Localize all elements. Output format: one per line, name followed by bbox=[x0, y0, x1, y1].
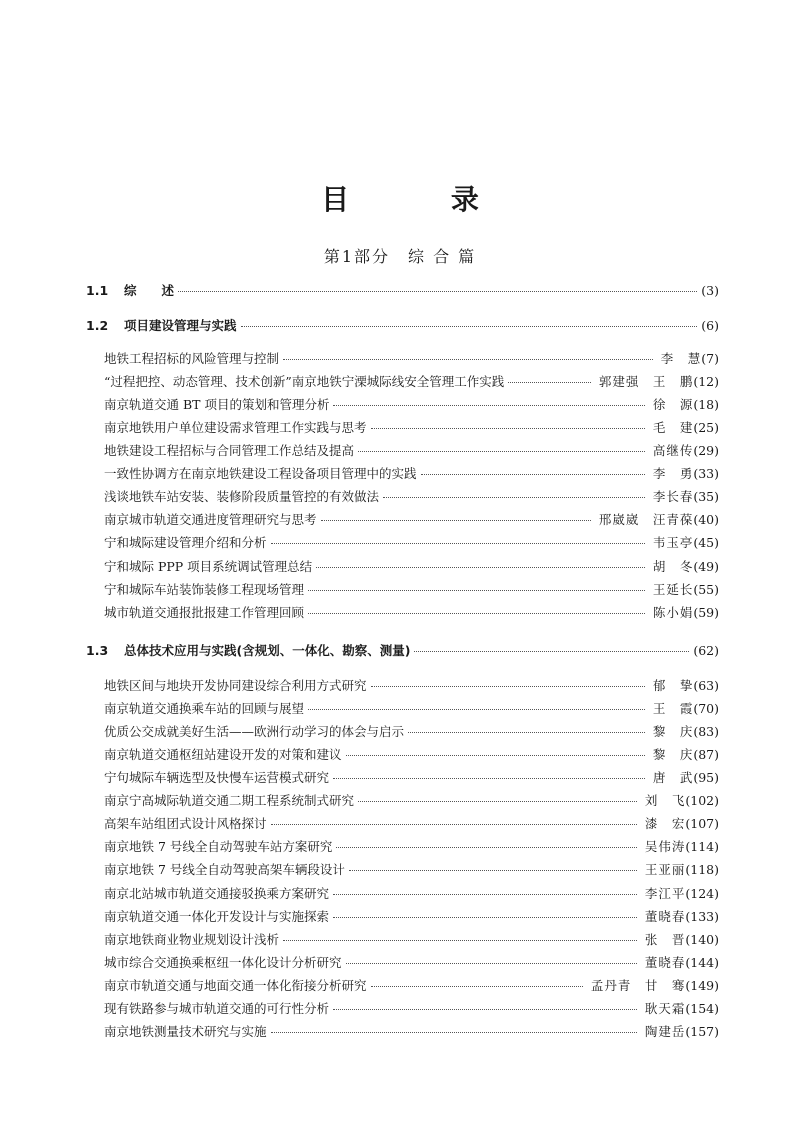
entry-page: (118) bbox=[685, 862, 719, 878]
entry-title: 南京轨道交通一体化开发设计与实施探索 bbox=[104, 908, 330, 924]
dot-leader bbox=[308, 708, 645, 710]
entry-page: (140) bbox=[685, 931, 719, 947]
entry-author: 孟丹青 甘 骞 bbox=[590, 977, 686, 993]
section-page: (6) bbox=[701, 318, 719, 333]
entry-title: 城市综合交通换乘枢纽一体化设计分析研究 bbox=[104, 954, 342, 970]
entry-page: (124) bbox=[685, 885, 719, 901]
entry-title: 浅谈地铁车站安装、装修阶段质量管控的有效做法 bbox=[104, 489, 380, 505]
entry-author: 徐 源 bbox=[652, 397, 694, 413]
entry-title: 南京城市轨道交通进度管理研究与思考 bbox=[104, 512, 317, 528]
entry-title: 宁和城际 PPP 项目系统调试管理总结 bbox=[104, 558, 313, 574]
entry-author: 邢崴崴 汪青葆 bbox=[598, 512, 694, 528]
entry-author: 董晓春 bbox=[644, 908, 686, 924]
dot-leader bbox=[346, 754, 645, 756]
toc-entry bbox=[104, 884, 719, 904]
dot-leader bbox=[333, 916, 637, 918]
entry-title: 宁句城际车辆选型及快慢车运营模式研究 bbox=[104, 770, 330, 786]
dot-leader bbox=[308, 589, 645, 591]
dot-leader bbox=[414, 650, 689, 652]
entry-author: 陶建岳 bbox=[644, 1023, 686, 1039]
entry-title: 现有铁路参与城市轨道交通的可行性分析 bbox=[104, 1000, 330, 1016]
toc-entry bbox=[104, 349, 719, 369]
entry-author: 陈小娟 bbox=[652, 604, 694, 620]
entry-author: 吴伟涛 bbox=[644, 839, 686, 855]
section-number: 1.2 bbox=[86, 318, 109, 333]
entry-title: 南京市轨道交通与地面交通一体化衔接分析研究 bbox=[104, 977, 367, 993]
dot-leader bbox=[371, 985, 583, 987]
entry-page: (107) bbox=[685, 816, 719, 832]
entry-author: 毛 建 bbox=[652, 420, 694, 436]
entry-page: (154) bbox=[685, 1000, 719, 1016]
entry-author: 郁 挚 bbox=[652, 678, 694, 693]
entry-page: (149) bbox=[685, 977, 719, 993]
toc-entry bbox=[104, 907, 719, 927]
toc-entry bbox=[104, 676, 719, 696]
entry-page: (55) bbox=[693, 581, 719, 597]
entry-title: 南京地铁测量技术研究与实施 bbox=[104, 1023, 267, 1039]
section-page: (3) bbox=[701, 283, 719, 298]
entry-page: (144) bbox=[685, 954, 719, 970]
dot-leader bbox=[371, 427, 645, 429]
entry-page: (49) bbox=[693, 558, 719, 574]
entry-author: 韦玉亭 bbox=[652, 535, 694, 551]
dot-leader bbox=[358, 800, 637, 802]
entry-title: 南京地铁 7 号线全自动驾驶高架车辆段设计 bbox=[104, 862, 345, 878]
entry-author: 张 晋 bbox=[644, 931, 686, 947]
toc-entry bbox=[104, 699, 719, 719]
entry-author: 高继传 bbox=[652, 443, 694, 459]
entry-page: (83) bbox=[693, 724, 719, 740]
entry-author: 王 霞 bbox=[652, 701, 694, 716]
toc-entry bbox=[104, 533, 719, 553]
section-title: 综 述 bbox=[124, 283, 175, 298]
entry-author: 黎 庆 bbox=[652, 747, 694, 763]
entry-title: 高架车站组团式设计风格探讨 bbox=[104, 816, 267, 832]
entry-title: 南京轨道交通 BT 项目的策划和管理分析 bbox=[104, 397, 330, 413]
dot-leader bbox=[178, 290, 697, 292]
entry-author: 董晓春 bbox=[644, 954, 686, 970]
dot-leader bbox=[271, 1031, 637, 1033]
dot-leader bbox=[271, 823, 637, 825]
page-title: 目 录 bbox=[321, 183, 525, 216]
entry-title: 南京轨道交通枢纽站建设开发的对策和建议 bbox=[104, 747, 342, 763]
entry-title: 南京地铁 7 号线全自动驾驶车站方案研究 bbox=[104, 839, 333, 855]
dot-leader bbox=[383, 496, 645, 498]
dot-leader bbox=[408, 731, 645, 733]
dot-leader bbox=[336, 846, 636, 848]
entry-author: 胡 冬 bbox=[652, 558, 694, 574]
toc-entry bbox=[104, 464, 719, 484]
entry-page: (33) bbox=[693, 466, 719, 482]
toc-entry bbox=[104, 441, 719, 461]
entry-author: 李 慧 bbox=[660, 351, 702, 366]
entry-author: 王延长 bbox=[652, 581, 694, 597]
entry-title: 宁和城际建设管理介绍和分析 bbox=[104, 535, 267, 551]
toc-entry bbox=[104, 791, 719, 811]
entry-title: 南京宁高城际轨道交通二期工程系统制式研究 bbox=[104, 793, 355, 809]
toc-entry bbox=[104, 976, 719, 996]
entry-page: (95) bbox=[693, 770, 719, 786]
entry-page: (40) bbox=[693, 512, 719, 528]
entry-page: (70) bbox=[693, 701, 719, 716]
toc-entry bbox=[104, 814, 719, 834]
dot-leader bbox=[349, 869, 637, 871]
toc-entry bbox=[104, 860, 719, 880]
dot-leader bbox=[333, 777, 645, 779]
dot-leader bbox=[283, 358, 653, 360]
entry-author: 郭建强 王 鹏 bbox=[598, 374, 694, 390]
dot-leader bbox=[421, 473, 645, 475]
dot-leader bbox=[333, 404, 644, 406]
toc-entry bbox=[104, 580, 719, 600]
entry-title: 地铁工程招标的风险管理与控制 bbox=[104, 351, 280, 366]
dot-leader bbox=[358, 450, 645, 452]
entry-author: 李江平 bbox=[644, 885, 686, 901]
entry-title: 一致性协调方在南京地铁建设工程设备项目管理中的实践 bbox=[104, 466, 417, 482]
entry-title: 城市轨道交通报批报建工作管理回顾 bbox=[104, 604, 305, 620]
toc-entry bbox=[104, 372, 719, 392]
section-number: 1.3 bbox=[86, 643, 109, 658]
toc-entry bbox=[104, 418, 719, 438]
entry-page: (35) bbox=[693, 489, 719, 505]
entry-page: (7) bbox=[701, 351, 719, 366]
toc-entry bbox=[104, 395, 719, 415]
entry-author: 李 勇 bbox=[652, 466, 694, 482]
entry-page: (29) bbox=[693, 443, 719, 459]
toc-entry bbox=[104, 953, 719, 973]
dot-leader bbox=[316, 566, 645, 568]
dot-leader bbox=[271, 542, 645, 544]
toc-entry bbox=[104, 745, 719, 765]
section-page: (62) bbox=[693, 643, 719, 658]
entry-title: 优质公交成就美好生活——欧洲行动学习的体会与启示 bbox=[104, 724, 405, 740]
entry-author: 唐 武 bbox=[652, 770, 694, 786]
dot-leader bbox=[308, 612, 645, 614]
toc-entry bbox=[104, 1022, 719, 1042]
entry-title: 地铁区间与地块开发协同建设综合利用方式研究 bbox=[104, 678, 367, 693]
toc-entry bbox=[104, 999, 719, 1019]
dot-leader bbox=[508, 381, 591, 383]
entry-title: 地铁建设工程招标与合同管理工作总结及提高 bbox=[104, 443, 355, 459]
section-row bbox=[86, 641, 719, 661]
entry-title: 南京地铁商业物业规划设计浅析 bbox=[104, 931, 280, 947]
dot-leader bbox=[333, 893, 637, 895]
entry-page: (102) bbox=[685, 793, 719, 809]
toc-entry bbox=[104, 487, 719, 507]
entry-page: (157) bbox=[685, 1023, 719, 1039]
section-title: 项目建设管理与实践 bbox=[124, 318, 237, 333]
entry-page: (59) bbox=[693, 604, 719, 620]
dot-leader bbox=[371, 685, 645, 687]
entry-title: 宁和城际车站装饰装修工程现场管理 bbox=[104, 581, 305, 597]
entry-page: (25) bbox=[693, 420, 719, 436]
entry-author: 王亚丽 bbox=[644, 862, 686, 878]
toc-entry bbox=[104, 722, 719, 742]
entry-page: (12) bbox=[693, 374, 719, 390]
dot-leader bbox=[321, 519, 591, 521]
entry-page: (18) bbox=[693, 397, 719, 413]
toc-entry bbox=[104, 837, 719, 857]
entry-author: 黎 庆 bbox=[652, 724, 694, 740]
dot-leader bbox=[333, 1008, 637, 1010]
dot-leader bbox=[241, 325, 698, 327]
entry-title: “过程把控、动态管理、技术创新”南京地铁宁溧城际线安全管理工作实践 bbox=[104, 374, 505, 390]
entry-page: (87) bbox=[693, 747, 719, 763]
section-row bbox=[86, 281, 719, 301]
entry-page: (45) bbox=[693, 535, 719, 551]
section-row bbox=[86, 316, 719, 336]
entry-page: (133) bbox=[685, 908, 719, 924]
entry-author: 漆 宏 bbox=[644, 816, 686, 832]
toc-entry bbox=[104, 768, 719, 788]
entry-title: 南京地铁用户单位建设需求管理工作实践与思考 bbox=[104, 420, 367, 436]
toc-entry bbox=[104, 603, 719, 623]
toc-entry bbox=[104, 510, 719, 530]
entry-title: 南京北站城市轨道交通接驳换乘方案研究 bbox=[104, 885, 330, 901]
part-heading: 第1部分 综 合 篇 bbox=[323, 247, 477, 266]
toc-entry bbox=[104, 557, 719, 577]
entry-page: (63) bbox=[693, 678, 719, 693]
entry-author: 刘 飞 bbox=[644, 793, 686, 809]
entry-author: 耿天霜 bbox=[644, 1000, 686, 1016]
dot-leader bbox=[346, 962, 637, 964]
section-title: 总体技术应用与实践(含规划、一体化、勘察、测量) bbox=[124, 643, 411, 658]
entry-page: (114) bbox=[685, 839, 719, 855]
dot-leader bbox=[283, 939, 637, 941]
toc-entry bbox=[104, 930, 719, 950]
section-number: 1.1 bbox=[86, 283, 109, 298]
entry-title: 南京轨道交通换乘车站的回顾与展望 bbox=[104, 701, 305, 716]
entry-author: 李长春 bbox=[652, 489, 694, 505]
